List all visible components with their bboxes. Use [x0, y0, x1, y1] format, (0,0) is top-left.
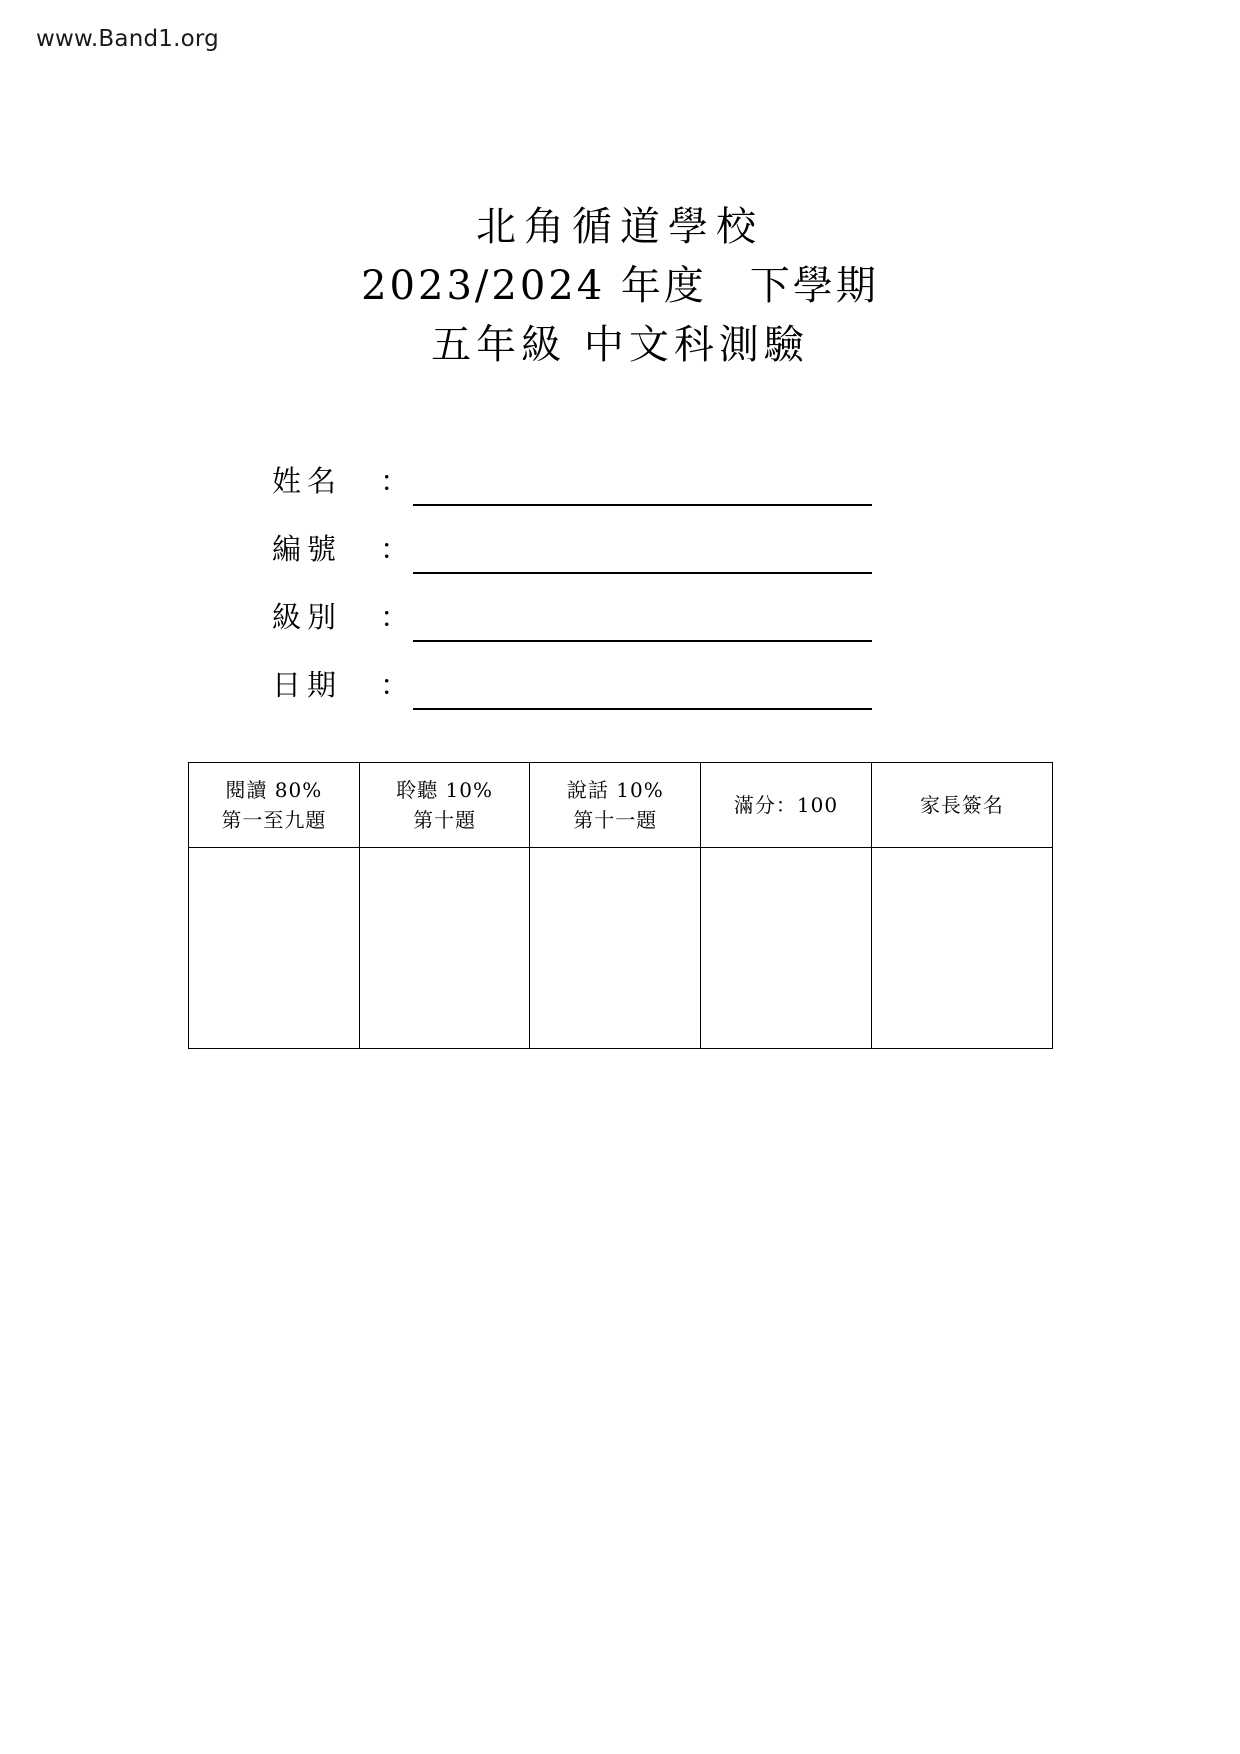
field-label-date: 日期	[272, 668, 343, 702]
name-input-line[interactable]	[413, 470, 872, 506]
date-input-line[interactable]	[413, 674, 872, 710]
table-row-values	[189, 848, 1053, 1049]
field-colon-date: ：	[380, 668, 410, 702]
header-speaking-range: 第十一題	[573, 808, 658, 832]
table-row-headers	[189, 763, 1053, 848]
field-row-class	[272, 574, 872, 642]
header-cell-total	[701, 763, 872, 848]
field-row-date	[272, 642, 872, 710]
cell-parent-signature[interactable]	[871, 848, 1052, 1049]
cell-speaking-score[interactable]	[530, 848, 701, 1049]
exam-title-block	[0, 198, 1240, 376]
class-input-line[interactable]	[413, 606, 872, 642]
field-colon-number: ：	[380, 532, 410, 566]
cell-total-score[interactable]	[701, 848, 872, 1049]
header-reading-range: 第一至九題	[221, 808, 327, 832]
header-total-label: 滿分：100	[733, 793, 839, 817]
header-reading-weight: 閱讀 80%	[225, 778, 323, 802]
field-label-class: 級別	[272, 600, 343, 634]
header-speaking-weight: 說話 10%	[566, 778, 664, 802]
field-row-number	[272, 506, 872, 574]
header-cell-parent-signature	[871, 763, 1052, 848]
field-colon-name: ：	[380, 464, 410, 498]
header-parent-signature-label: 家長簽名	[919, 793, 1004, 817]
number-input-line[interactable]	[413, 538, 872, 574]
site-watermark: www.Band1.org	[36, 26, 219, 52]
header-listening-weight: 聆聽 10%	[396, 778, 493, 802]
header-cell-reading	[189, 763, 360, 848]
field-label-number: 編號	[272, 532, 343, 566]
cell-listening-score[interactable]	[359, 848, 530, 1049]
score-summary-table	[188, 762, 1053, 1049]
header-listening-range: 第十題	[413, 808, 477, 832]
cell-reading-score[interactable]	[189, 848, 360, 1049]
header-cell-listening	[359, 763, 530, 848]
academic-term: 2023/2024 年度 下學期	[361, 263, 879, 310]
school-name: 北角循道學校	[476, 204, 764, 250]
student-info-fields	[272, 438, 872, 710]
field-label-name: 姓名	[272, 464, 343, 498]
header-cell-speaking	[530, 763, 701, 848]
field-colon-class: ：	[380, 600, 410, 634]
subject-line: 五年級 中文科測驗	[431, 322, 809, 369]
field-row-name	[272, 438, 872, 506]
